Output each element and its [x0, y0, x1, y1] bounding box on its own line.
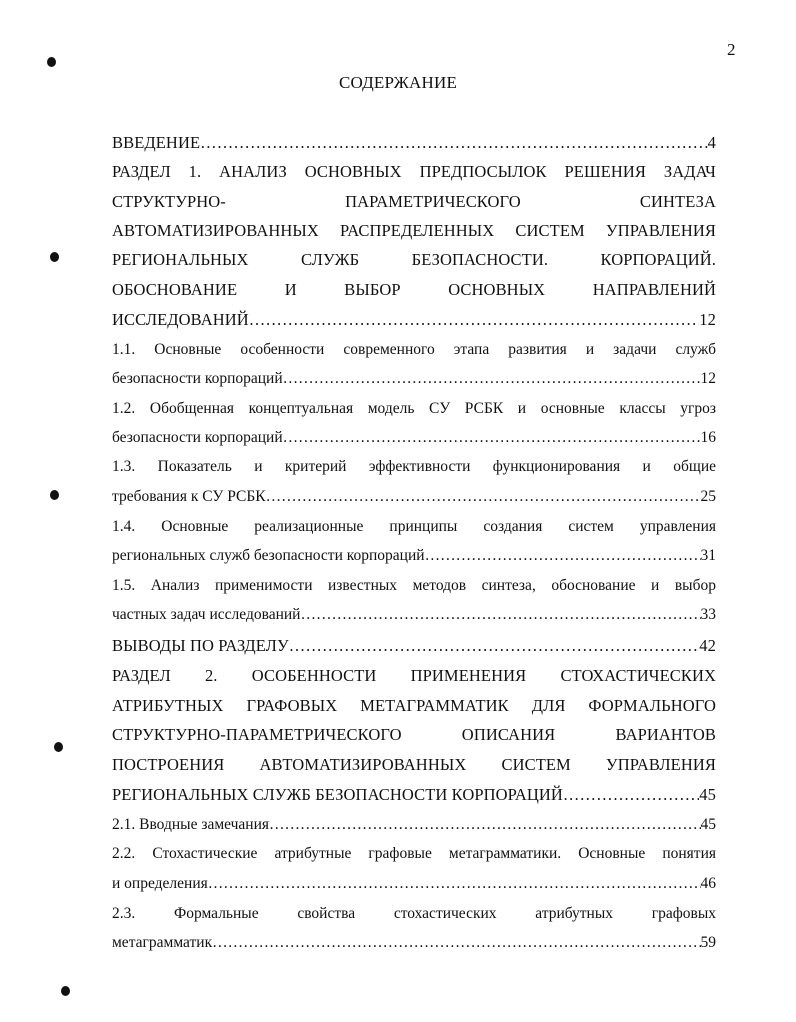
- toc-entry-text: ИССЛЕДОВАНИЙ: [112, 310, 249, 329]
- toc-line: РЕГИОНАЛЬНЫХ СЛУЖБ БЕЗОПАСНОСТИ. КОРПОРАЦИЙ.: [112, 250, 716, 269]
- toc-entry-1-4: [112, 547, 716, 569]
- toc-entry-intro: [112, 133, 716, 155]
- toc-page-number: 45: [700, 816, 716, 833]
- leader-dots: [289, 636, 700, 658]
- toc-line: РАЗДЕЛ 2. ОСОБЕННОСТИ ПРИМЕНЕНИЯ СТОХАСТИЧЕСКИХ: [112, 666, 716, 685]
- toc-entry-text: 2.1. Вводные замечания: [112, 816, 270, 833]
- toc-entry-text: РЕГИОНАЛЬНЫХ СЛУЖБ БЕЗОПАСНОСТИ КОРПОРАЦИЙ: [112, 785, 563, 804]
- toc-line: 1.5. Анализ применимости известных методов синтеза, обоснование и выбор: [112, 577, 716, 594]
- leader-dots: [300, 606, 700, 628]
- toc-entry-text: требования к СУ РСБК: [112, 488, 266, 505]
- toc-entry-2-2: [112, 875, 716, 897]
- toc-line: РАЗДЕЛ 1. АНАЛИЗ ОСНОВНЫХ ПРЕДПОСЫЛОК РЕШЕНИЯ ЗАДАЧ: [112, 162, 716, 181]
- toc-entry-text: ВВЕДЕНИЕ: [112, 133, 201, 152]
- toc-entry-section-2: [112, 785, 716, 807]
- toc-page-number: 42: [699, 636, 716, 655]
- leader-dots: [249, 310, 700, 332]
- leader-dots: [212, 934, 700, 956]
- toc-entry-text: частных задач исследований: [112, 606, 301, 623]
- toc-line: ОБОСНОВАНИЕ И ВЫБОР ОСНОВНЫХ НАПРАВЛЕНИЙ: [112, 280, 716, 299]
- leader-dots: [269, 816, 700, 838]
- toc-line: 1.4. Основные реализационные принципы создания систем управления: [112, 518, 716, 535]
- toc-page-number: 4: [707, 133, 716, 152]
- toc-line: 2.2. Стохастические атрибутные графовые метаграмматики. Основные понятия: [112, 845, 716, 862]
- toc-line: АТРИБУТНЫХ ГРАФОВЫХ МЕТАГРАММАТИК ДЛЯ ФОРМАЛЬНОГО: [112, 696, 716, 715]
- toc-line: СТРУКТУРНО- ПАРАМЕТРИЧЕСКОГО СИНТЕЗА: [112, 192, 716, 211]
- leader-dots: [425, 547, 701, 569]
- toc-entry-text: ВЫВОДЫ ПО РАЗДЕЛУ: [112, 636, 289, 655]
- toc-line: 1.3. Показатель и критерий эффективности функционирования и общие: [112, 458, 716, 475]
- toc-line: АВТОМАТИЗИРОВАННЫХ РАСПРЕДЕЛЕННЫХ СИСТЕМ УПРАВЛЕНИЯ: [112, 221, 716, 240]
- toc-title: СОДЕРЖАНИЕ: [338, 73, 458, 92]
- toc-page-number: 59: [700, 934, 716, 951]
- toc-entry-text: метаграмматик: [112, 934, 213, 951]
- toc-entry-text: региональных служб безопасности корпораций: [112, 547, 425, 564]
- toc-entry-text: и определения: [112, 875, 208, 892]
- leader-dots: [283, 370, 701, 392]
- toc-entry-text: безопасности корпораций: [112, 429, 283, 446]
- toc-page-number: 25: [700, 488, 716, 505]
- leader-dots: [563, 785, 699, 807]
- toc-page-number: 46: [700, 875, 716, 892]
- toc-line: ПОСТРОЕНИЯ АВТОМАТИЗИРОВАННЫХ СИСТЕМ УПРАВЛЕНИЯ: [112, 755, 716, 774]
- toc-entry-2-3: [112, 934, 716, 956]
- leader-dots: [283, 429, 701, 451]
- toc-page-number: 12: [700, 370, 716, 387]
- toc-page-number: 16: [700, 429, 716, 446]
- leader-dots: [200, 133, 708, 155]
- toc-entry-text: безопасности корпораций: [112, 370, 283, 387]
- toc-line: 2.3. Формальные свойства стохастических атрибутных графовых: [112, 905, 716, 922]
- toc-line: 1.1. Основные особенности современного этапа развития и задачи служб: [112, 341, 716, 358]
- toc-page-number: 33: [700, 606, 716, 623]
- leader-dots: [208, 875, 701, 897]
- toc-line: СТРУКТУРНО-ПАРАМЕТРИЧЕСКОГО ОПИСАНИЯ ВАРИАНТОВ: [112, 725, 716, 744]
- toc-entry-1-1: [112, 370, 716, 392]
- toc-entry-section-1: [112, 310, 716, 332]
- toc-line: 1.2. Обобщенная концептуальная модель СУ РСБК и основные классы угроз: [112, 400, 716, 417]
- toc-entry-1-2: [112, 429, 716, 451]
- toc-entry-1-5: [112, 606, 716, 628]
- toc-page-number: 12: [699, 310, 716, 329]
- toc-page-number: 45: [699, 785, 716, 804]
- page-number: 2: [727, 40, 736, 59]
- toc-entry-conclusions: [112, 636, 716, 658]
- toc-entry-2-1: [112, 816, 716, 838]
- leader-dots: [266, 488, 701, 510]
- toc-page-number: 31: [700, 547, 716, 564]
- toc-entry-1-3: [112, 488, 716, 510]
